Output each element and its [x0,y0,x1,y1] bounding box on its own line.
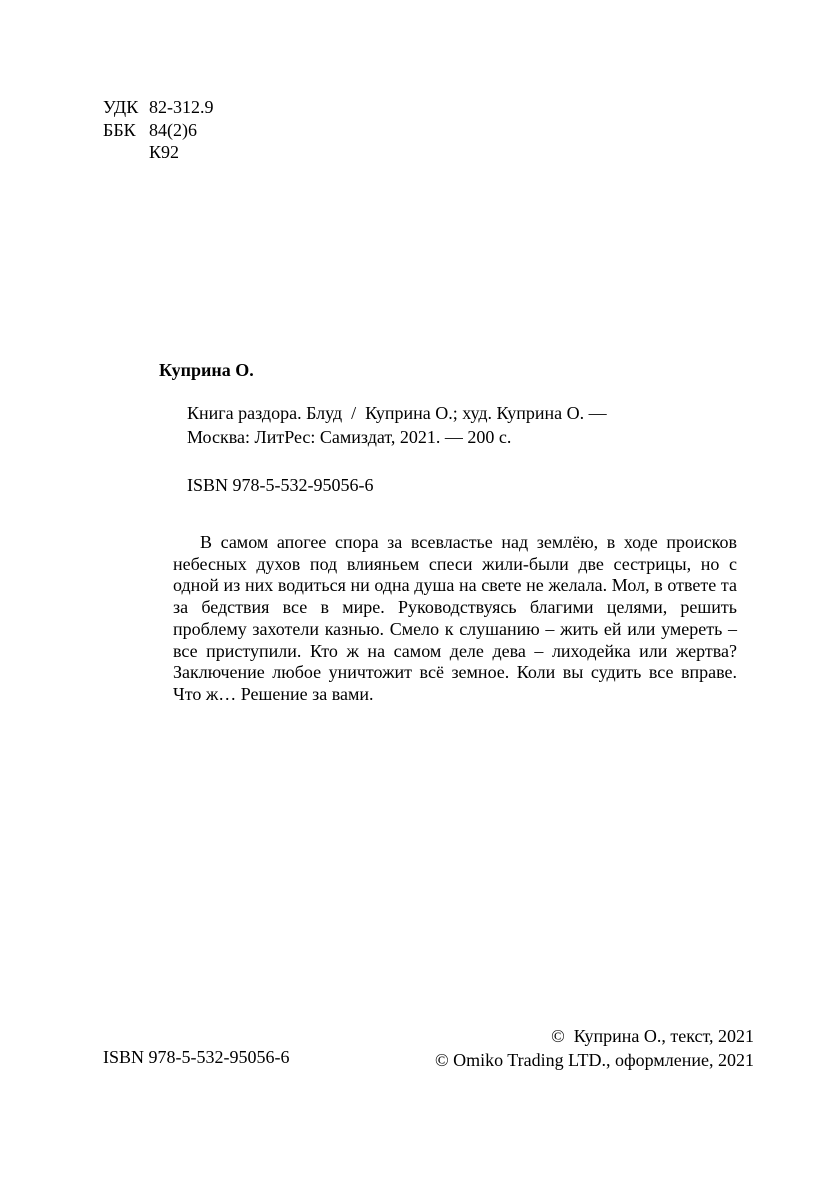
bbk-value: 84(2)6 [149,119,197,140]
isbn-main: ISBN 978-5-532-95056-6 [187,475,374,495]
author-heading: Куприна О. [159,360,254,380]
isbn-footer: ISBN 978-5-532-95056-6 [103,1047,290,1067]
author-sign: К92 [149,142,180,162]
author-sign-row [103,141,214,164]
biblio-title-line: Книга раздора. Блуд / Куприна О.; худ. Куприна О. — [187,403,607,423]
bbk-label: ББК [103,119,136,140]
classification-block [103,96,214,164]
biblio-publisher-line: Москва: ЛитРес: Самиздат, 2021. — 200 с. [187,427,512,447]
annotation: В самом апогее спора за всевластье над землёю, в ходе происков небесных духов под влияньем спеси жили-были две сестрицы, но с одной из них водиться ни одна душа на свете не желала. Мол, в ответе та за бедствия все в мире. Руководствуясь благими целями, решить проблему захотели казнью. Смело к слушанию – жить ей или умереть – все приступили. Кто ж на самом деле дева – лиходейка или жертва? Заключение любое уничтожит всё земное. Коли вы судить все вправе. Что ж… Решение за вами. [173,532,737,704]
udk-row [103,96,214,119]
copyright-design: © Omiko Trading LTD., оформление, 2021 [434,1050,754,1070]
bbk-row [103,119,214,142]
udk-label: УДК [103,97,139,117]
udk-value: 82-312.9 [149,97,214,117]
copyright-block [435,1024,754,1072]
bibliographic-description [187,401,607,449]
copyright-text: © Куприна О., текст, 2021 [551,1026,754,1046]
